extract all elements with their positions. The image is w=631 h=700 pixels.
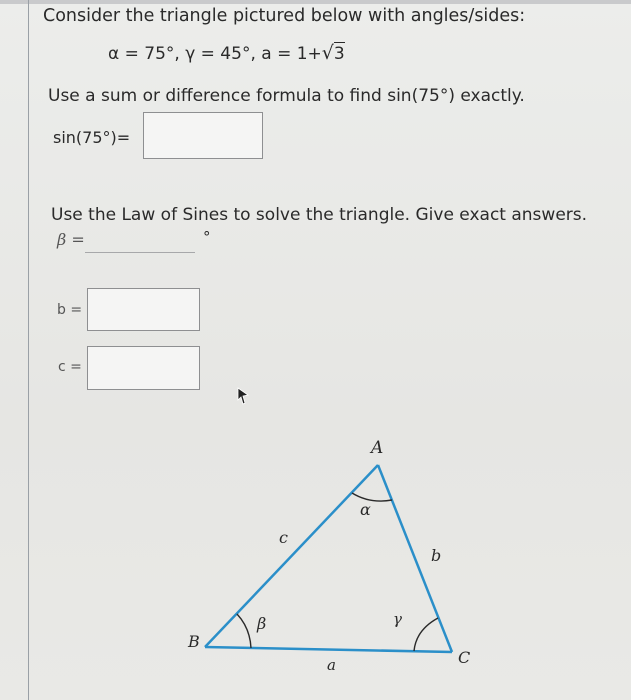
- side-c-label: c: [279, 528, 288, 547]
- angle-gamma-label: γ: [393, 610, 402, 628]
- beta-label: β =: [57, 230, 85, 249]
- angle-alpha-label: α: [360, 500, 371, 519]
- given-angles-text: α = 75°, γ = 45°, a =: [108, 44, 297, 64]
- triangle-sides: [205, 465, 452, 652]
- law-of-sines-prompt: Use the Law of Sines to solve the triangle. Give exact answers.: [51, 205, 588, 225]
- side-c-line: [205, 465, 378, 647]
- problem-intro: Consider the triangle pictured below with angles/sides:: [43, 6, 526, 26]
- sin-label: sin(75°)=: [53, 128, 131, 147]
- sum-difference-prompt: Use a sum or difference formula to find sin(75°) exactly.: [48, 86, 525, 106]
- angle-beta-label: β: [257, 614, 267, 633]
- b-label: b =: [57, 302, 83, 318]
- c-label: c =: [58, 359, 82, 375]
- degree-symbol: °: [203, 228, 211, 246]
- sqrt-symbol: √: [321, 42, 334, 64]
- side-a-label: a: [327, 656, 336, 674]
- sqrt-argument: 3: [333, 44, 345, 64]
- side-b-label: b: [431, 546, 442, 565]
- vertex-C-label: C: [458, 648, 471, 667]
- angle-arcs: [237, 493, 438, 651]
- given-a-prefix: 1+: [296, 44, 322, 64]
- vertex-A-label: A: [371, 438, 384, 458]
- gamma-arc: [414, 618, 438, 651]
- alpha-arc: [352, 493, 392, 501]
- beta-arc: [237, 614, 251, 648]
- vertex-B-label: B: [188, 632, 200, 651]
